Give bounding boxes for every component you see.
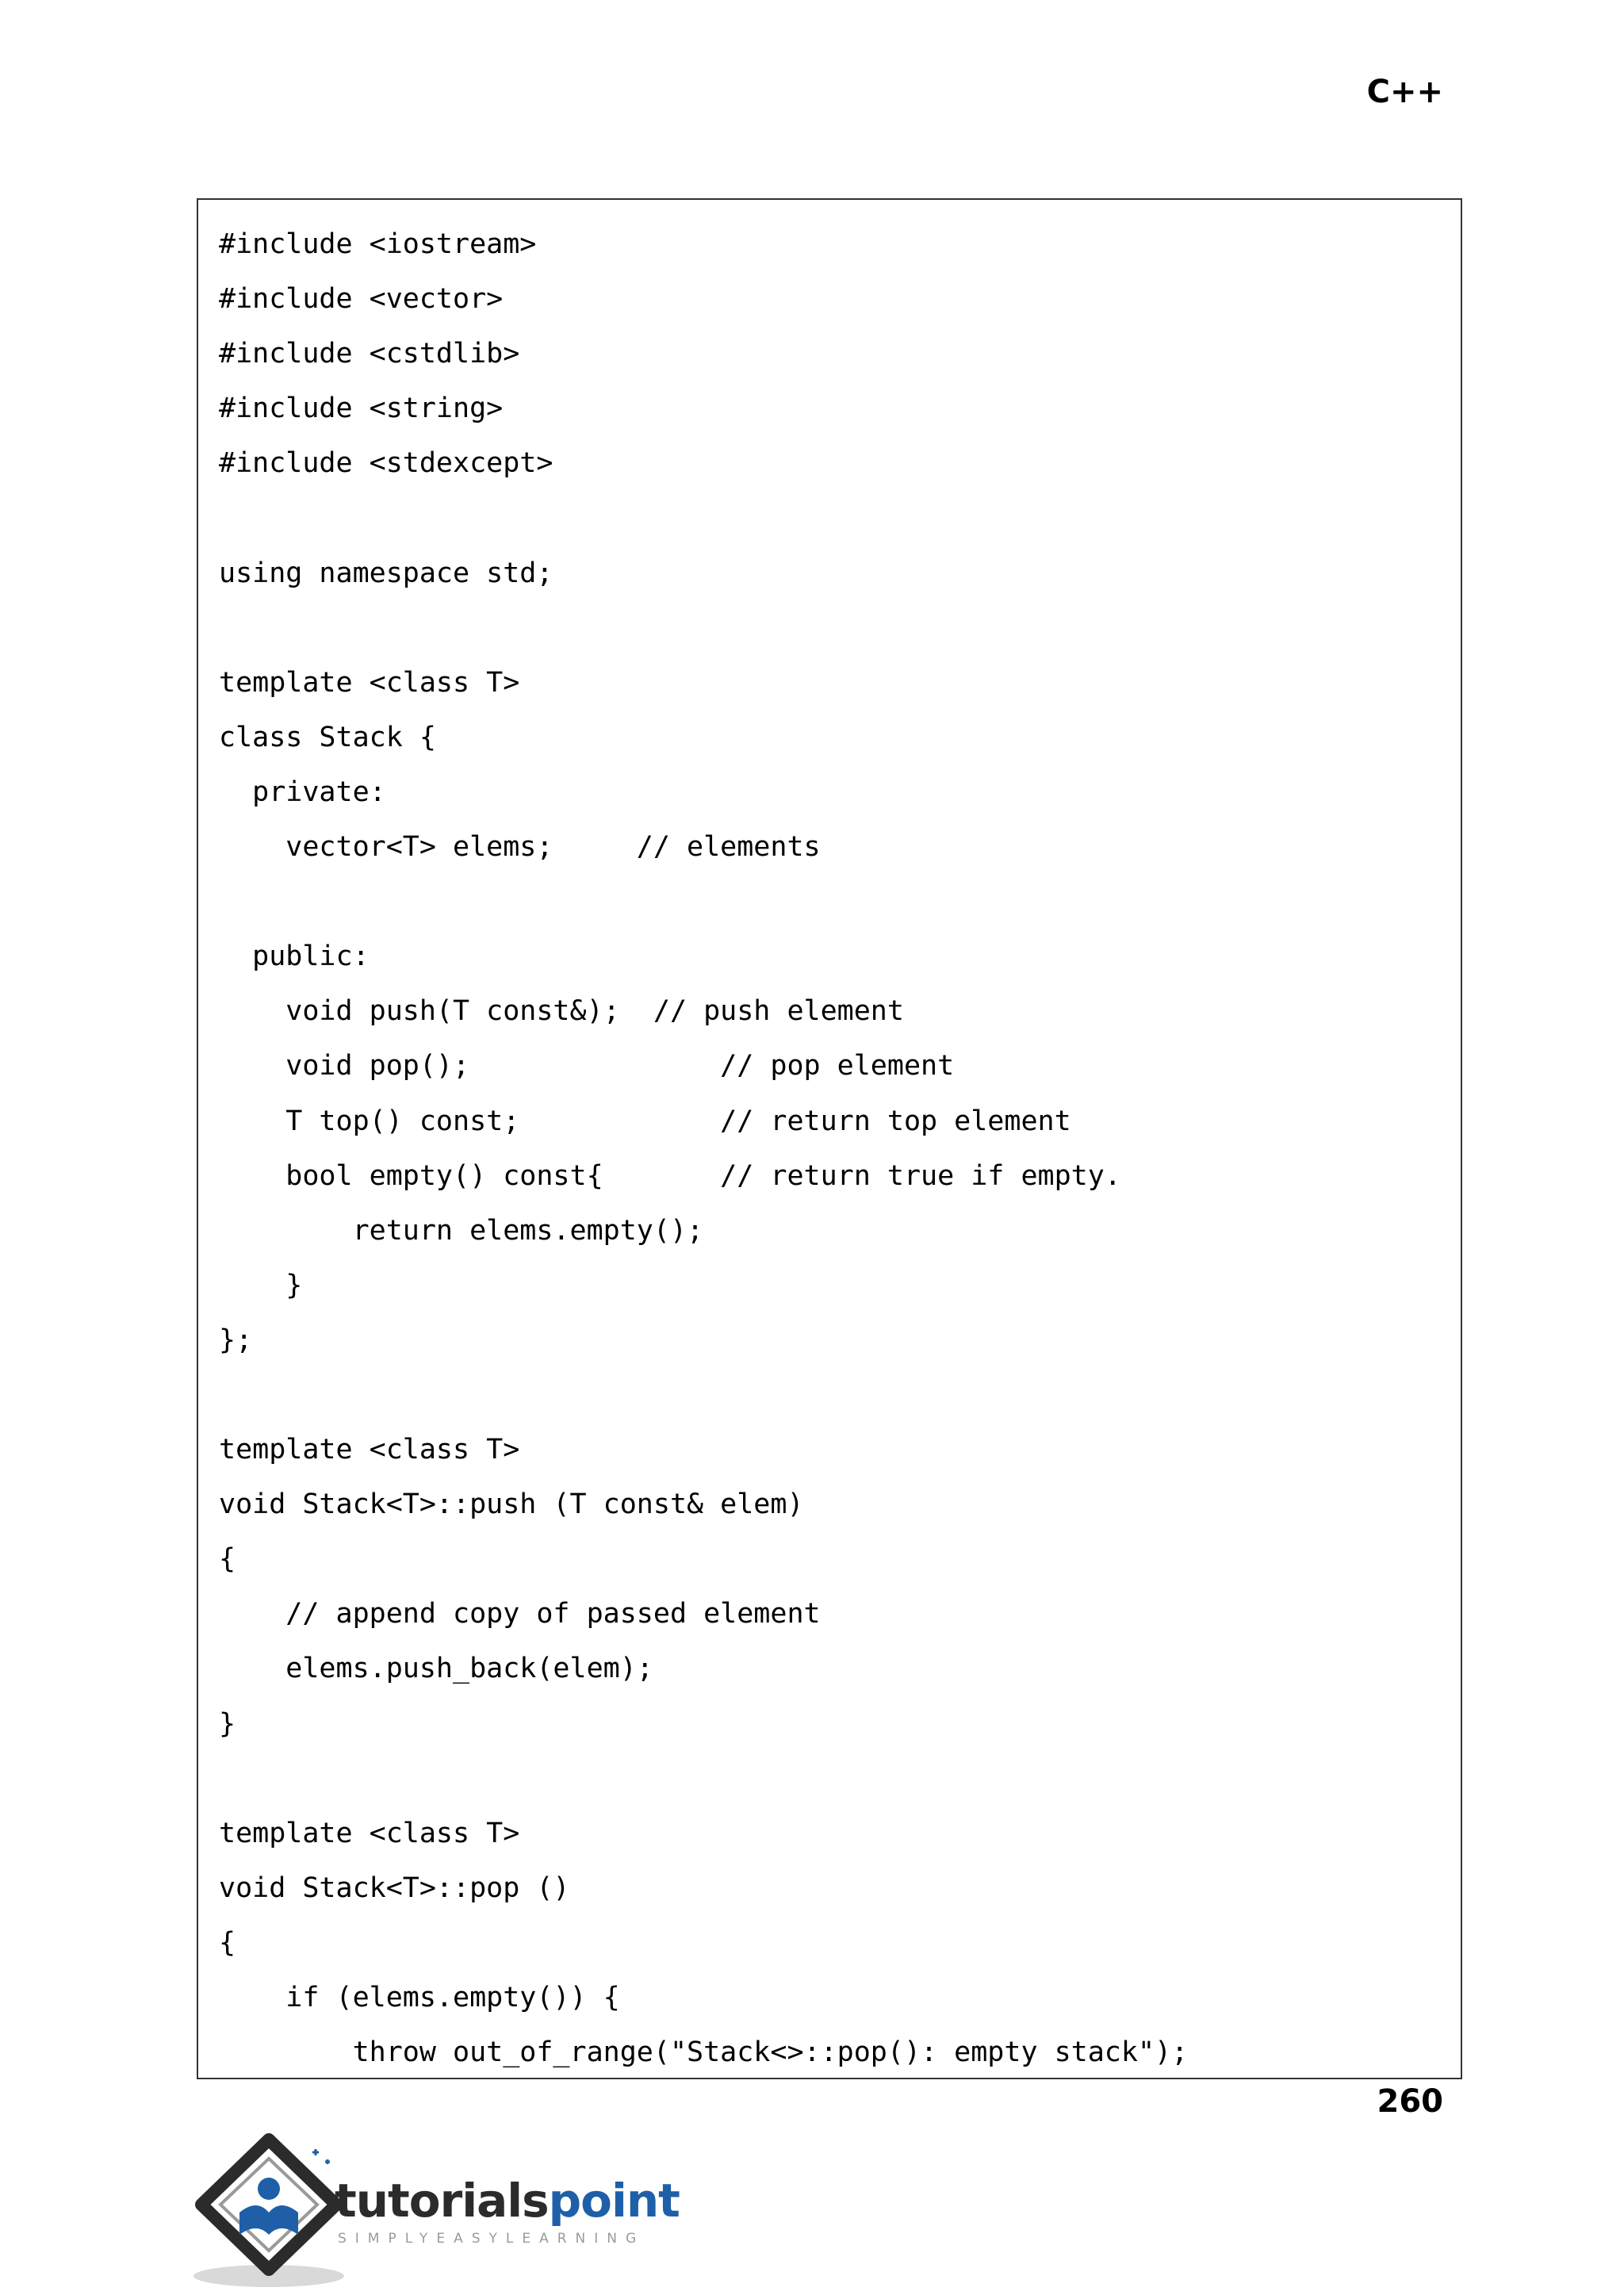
code-line: #include <iostream> [219, 228, 537, 260]
code-line: vector<T> elems; // elements [219, 831, 821, 864]
code-line: bool empty() const{ // return true if empty. [219, 1159, 1121, 1192]
code-line: { [219, 1926, 236, 1959]
code-line: template <class T> [219, 1434, 520, 1466]
code-block [197, 198, 1462, 2079]
code-line: throw out_of_range("Stack<>::pop(): empty stack"); [219, 2036, 1189, 2069]
page-number: 260 [1377, 2083, 1443, 2120]
code-line: }; [219, 1324, 253, 1356]
code-line: return elems.empty(); [219, 1214, 704, 1247]
logo-tagline: SIMPLYEASYLEARNING [338, 2231, 645, 2247]
code-line: } [219, 1269, 303, 1301]
code-line: template <class T> [219, 666, 520, 699]
code-lines [219, 217, 1188, 2079]
code-line: #include <cstdlib> [219, 338, 520, 370]
code-line [219, 601, 1188, 656]
logo-brand-text: tutorialspoint [335, 2174, 680, 2228]
code-line: elems.push_back(elem); [219, 1653, 653, 1685]
code-line [219, 1368, 1188, 1423]
code-line: if (elems.empty()) { [219, 1982, 620, 2013]
code-line: private: [219, 776, 386, 808]
code-line: public: [219, 941, 370, 973]
code-line: #include <stdexcept> [219, 447, 553, 480]
code-line: void Stack<T>::pop () [219, 1872, 570, 1904]
tutorialspoint-logo [193, 2133, 701, 2292]
code-line: T top() const; // return top element [219, 1105, 1071, 1137]
code-line: void pop(); // pop element [219, 1050, 955, 1082]
code-line: } [219, 1707, 236, 1740]
code-line: class Stack { [219, 721, 436, 753]
logo-head-icon [258, 2178, 280, 2200]
code-line: #include <string> [219, 393, 504, 425]
code-line [219, 1752, 1188, 1806]
code-line [219, 491, 1188, 546]
code-line: #include <vector> [219, 283, 504, 316]
logo-sparkle-icon [312, 2149, 330, 2164]
code-line: void Stack<T>::push (T const& elem) [219, 1488, 804, 1521]
code-line: void push(T const&); // push element [219, 995, 904, 1028]
code-line: { [219, 1543, 236, 1576]
code-line: template <class T> [219, 1817, 520, 1849]
code-line: // append copy of passed element [219, 1598, 821, 1630]
code-line: using namespace std; [219, 557, 553, 589]
code-line [219, 875, 1188, 929]
page-header-title: C++ [1366, 74, 1443, 110]
